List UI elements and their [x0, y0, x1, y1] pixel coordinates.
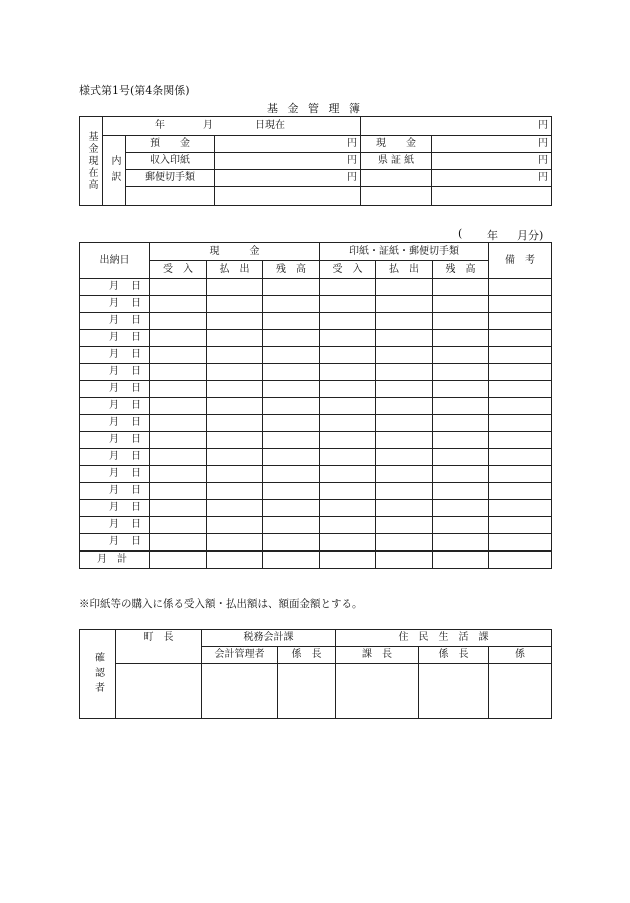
ledger-entry-cell[interactable]	[376, 432, 433, 449]
period-month: 月分)	[517, 229, 544, 242]
ledger-entry-cell[interactable]	[376, 415, 433, 432]
row-day-label: 日	[131, 451, 141, 462]
row-day-label: 日	[131, 332, 141, 343]
ledger-entry-cell[interactable]	[433, 449, 489, 466]
ledger-entry-cell[interactable]	[376, 381, 433, 398]
fund-total-yen: 円	[361, 117, 552, 136]
ledger-entry-cell[interactable]	[489, 296, 552, 313]
ledger-entry-cell[interactable]	[376, 483, 433, 500]
ledger-row	[80, 330, 552, 347]
ledger-date-cell	[80, 381, 150, 398]
approval-table	[79, 629, 552, 719]
ledger-entry-cell[interactable]	[263, 500, 320, 517]
row-month-label: 月	[109, 535, 119, 547]
ledger-entry-cell[interactable]	[150, 415, 207, 432]
ledger-date-cell	[80, 500, 150, 517]
row-month-label: 月	[109, 417, 119, 428]
ledger-date-cell	[80, 449, 150, 466]
ledger-entry-cell[interactable]	[150, 330, 207, 347]
ledger-entry-cell[interactable]	[376, 449, 433, 466]
row-day-label: 日	[131, 383, 141, 394]
row-month-label: 月	[109, 366, 119, 377]
ledger-entry-cell[interactable]	[150, 534, 207, 551]
tax-chief-header: 係 長	[278, 647, 336, 664]
ledger-entry-cell[interactable]	[489, 432, 552, 449]
ledger-entry-cell[interactable]	[376, 279, 433, 296]
row-month-label: 月	[109, 349, 119, 360]
ledger-entry-cell[interactable]	[263, 313, 320, 330]
cash-header: 現 金	[150, 243, 320, 261]
ledger-entry-cell[interactable]	[433, 432, 489, 449]
ledger-entry-cell[interactable]	[150, 483, 207, 500]
ledger-entry-cell[interactable]	[376, 330, 433, 347]
ledger-row	[80, 296, 552, 313]
postage-yen: 円	[215, 170, 361, 187]
ledger-entry-cell[interactable]	[320, 313, 376, 330]
fund-date-cell: 年 月 日現在	[103, 117, 361, 136]
ledger-entry-cell[interactable]	[376, 500, 433, 517]
ledger-entry-cell[interactable]	[207, 500, 263, 517]
deposit-label: 預 金	[126, 136, 215, 153]
stamps-paid-header: 払 出	[376, 261, 433, 279]
ledger-date-cell	[80, 296, 150, 313]
ledger-row	[80, 500, 552, 517]
ledger-entry-cell[interactable]	[207, 432, 263, 449]
ledger-row	[80, 381, 552, 398]
stamps-balance-header: 残 高	[433, 261, 489, 279]
section-chief-header: 課 長	[336, 647, 419, 664]
deposit-yen: 円	[215, 136, 361, 153]
page-title: 基 金 管 理 簿	[267, 102, 363, 115]
ledger-entry-cell[interactable]	[489, 398, 552, 415]
ledger-entry-cell[interactable]	[376, 313, 433, 330]
ledger-row	[80, 415, 552, 432]
ledger-entry-cell[interactable]	[320, 279, 376, 296]
row-month-label: 月	[109, 434, 119, 445]
ledger-entry-cell[interactable]	[433, 381, 489, 398]
cash-yen: 円	[432, 136, 552, 153]
breakdown-label: 内訳	[103, 136, 126, 206]
row-month-label: 月	[109, 298, 119, 309]
ledger-entry-cell[interactable]	[433, 330, 489, 347]
revenue-stamp-label: 収入印紙	[126, 153, 215, 170]
ledger-entry-cell[interactable]	[376, 517, 433, 534]
ledger-entry-cell[interactable]	[207, 415, 263, 432]
ledger-entry-cell[interactable]	[376, 398, 433, 415]
fund-side-label: 基金現在高	[80, 117, 103, 206]
row-day-label: 日	[131, 400, 141, 411]
row-day-label: 日	[131, 485, 141, 496]
ledger-date-cell	[80, 364, 150, 381]
ledger-date-cell	[80, 347, 150, 364]
ledger-row	[80, 517, 552, 534]
cash-label: 現 金	[361, 136, 432, 153]
ledger-row	[80, 313, 552, 330]
ledger-entry-cell[interactable]	[489, 449, 552, 466]
ledger-entry-cell[interactable]	[433, 347, 489, 364]
ledger-entry-cell[interactable]	[376, 534, 433, 551]
ledger-date-cell	[80, 534, 150, 551]
accountant-seal-box[interactable]	[202, 664, 278, 719]
ledger-entry-cell[interactable]	[207, 313, 263, 330]
ledger-entry-cell[interactable]	[263, 381, 320, 398]
staff-seal-box[interactable]	[489, 664, 552, 719]
form-label: 様式第1号(第4条関係)	[79, 84, 190, 97]
staff-header: 係	[489, 647, 552, 664]
tax-chief-seal-box[interactable]	[278, 664, 336, 719]
blank-yen: 円	[432, 170, 552, 187]
ledger-entry-cell[interactable]	[433, 398, 489, 415]
ledger-entry-cell[interactable]	[263, 449, 320, 466]
ledger-entry-cell[interactable]	[320, 296, 376, 313]
cash-received-header: 受 入	[150, 261, 207, 279]
ledger-entry-cell[interactable]	[320, 449, 376, 466]
ledger-entry-cell[interactable]	[263, 330, 320, 347]
ledger-entry-cell[interactable]	[150, 313, 207, 330]
ledger-row	[80, 398, 552, 415]
row-day-label: 日	[131, 468, 141, 479]
row-day-label: 日	[131, 519, 141, 530]
resident-dept-header: 住 民 生 活 課	[336, 630, 552, 647]
ledger-entry-cell[interactable]	[207, 466, 263, 483]
ledger-date-cell	[80, 517, 150, 534]
ledger-entry-cell[interactable]	[150, 364, 207, 381]
ledger-row	[80, 279, 552, 296]
ledger-entry-cell[interactable]	[376, 296, 433, 313]
ledger-entry-cell[interactable]	[489, 483, 552, 500]
ledger-entry-cell[interactable]	[376, 466, 433, 483]
ledger-entry-cell[interactable]	[150, 517, 207, 534]
cash-balance-header: 残 高	[263, 261, 320, 279]
ledger-date-cell	[80, 415, 150, 432]
ledger-entry-cell[interactable]	[150, 449, 207, 466]
ledger-entry-cell[interactable]	[433, 500, 489, 517]
ledger-entry-cell[interactable]	[433, 466, 489, 483]
ledger-entry-cell[interactable]	[263, 279, 320, 296]
ledger-date-cell	[80, 313, 150, 330]
ledger-entry-cell[interactable]	[207, 381, 263, 398]
ledger-row	[80, 449, 552, 466]
fund-status-table	[79, 116, 552, 206]
row-day-label: 日	[131, 349, 141, 360]
footnote: ※印紙等の購入に係る受入額・払出額は、額面金額とする。	[79, 598, 363, 610]
ledger-entry-cell[interactable]	[263, 483, 320, 500]
ledger-entry-cell[interactable]	[263, 415, 320, 432]
ledger-entry-cell[interactable]	[489, 364, 552, 381]
ledger-entry-cell[interactable]	[489, 347, 552, 364]
row-day-label: 日	[131, 315, 141, 326]
ledger-entry-cell[interactable]	[207, 483, 263, 500]
ledger-entry-cell[interactable]	[320, 483, 376, 500]
ledger-date-cell	[80, 279, 150, 296]
mayor-seal-box[interactable]	[116, 664, 202, 719]
ledger-entry-cell[interactable]	[320, 364, 376, 381]
ledger-entry-cell[interactable]	[207, 347, 263, 364]
ledger-entry-cell[interactable]	[207, 330, 263, 347]
row-day-label: 日	[131, 502, 141, 513]
row-month-label: 月	[109, 519, 119, 530]
ledger-entry-cell[interactable]	[263, 534, 320, 551]
ledger-entry-cell[interactable]	[376, 347, 433, 364]
ledger-entry-cell[interactable]	[489, 279, 552, 296]
ledger-entry-cell[interactable]	[320, 415, 376, 432]
ledger-entry-cell[interactable]	[433, 296, 489, 313]
ledger-row	[80, 347, 552, 364]
ledger-entry-cell[interactable]	[263, 517, 320, 534]
ledger-entry-cell[interactable]	[150, 347, 207, 364]
ledger-entry-cell[interactable]	[489, 534, 552, 551]
period-open: (	[458, 227, 463, 240]
ledger-entry-cell[interactable]	[433, 517, 489, 534]
row-month-label: 月	[109, 468, 119, 479]
ledger-entry-cell[interactable]	[207, 517, 263, 534]
resident-chief-header: 係 長	[419, 647, 489, 664]
ledger-entry-cell[interactable]	[489, 517, 552, 534]
row-day-label: 日	[131, 298, 141, 309]
monthly-total-label: 月 計	[80, 551, 150, 569]
stamps-received-header: 受 入	[320, 261, 376, 279]
row-month-label: 月	[109, 400, 119, 411]
ledger-entry-cell[interactable]	[207, 398, 263, 415]
ledger-date-cell	[80, 466, 150, 483]
ledger-entry-cell[interactable]	[207, 449, 263, 466]
period-year: 年	[487, 229, 498, 242]
ledger-row	[80, 534, 552, 551]
accountant-header: 会計管理者	[202, 647, 278, 664]
ledger-row	[80, 432, 552, 449]
ledger-entry-cell[interactable]	[320, 534, 376, 551]
ledger-entry-cell[interactable]	[263, 347, 320, 364]
ledger-entry-cell[interactable]	[150, 279, 207, 296]
postage-label: 郵便切手類	[126, 170, 215, 187]
ledger-row	[80, 483, 552, 500]
ledger-entry-cell[interactable]	[489, 313, 552, 330]
ledger-table	[79, 242, 552, 569]
ledger-entry-cell[interactable]	[320, 432, 376, 449]
ledger-row	[80, 364, 552, 381]
resident-chief-seal-box[interactable]	[419, 664, 489, 719]
ledger-date-cell	[80, 330, 150, 347]
ledger-entry-cell[interactable]	[433, 415, 489, 432]
row-month-label: 月	[109, 315, 119, 326]
ledger-entry-cell[interactable]	[376, 364, 433, 381]
cash-paid-header: 払 出	[207, 261, 263, 279]
prefectural-stamp-yen: 円	[432, 153, 552, 170]
row-day-label: 日	[131, 366, 141, 377]
ledger-entry-cell[interactable]	[150, 381, 207, 398]
approval-side-label: 確認者	[80, 630, 116, 719]
ledger-entry-cell[interactable]	[433, 483, 489, 500]
mayor-header: 町 長	[116, 630, 202, 664]
row-month-label: 月	[109, 332, 119, 343]
ledger-entry-cell[interactable]	[320, 330, 376, 347]
prefectural-stamp-label: 県 証 紙	[361, 153, 432, 170]
ledger-row	[80, 466, 552, 483]
row-month-label: 月	[109, 502, 119, 513]
ledger-entry-cell[interactable]	[433, 364, 489, 381]
row-day-label: 日	[131, 281, 141, 292]
ledger-entry-cell[interactable]	[263, 466, 320, 483]
ledger-entry-cell[interactable]	[150, 398, 207, 415]
ledger-entry-cell[interactable]	[320, 466, 376, 483]
ledger-entry-cell[interactable]	[433, 313, 489, 330]
ledger-entry-cell[interactable]	[489, 381, 552, 398]
ledger-entry-cell[interactable]	[207, 296, 263, 313]
ledger-entry-cell[interactable]	[489, 500, 552, 517]
ledger-entry-cell[interactable]	[263, 296, 320, 313]
row-month-label: 月	[109, 485, 119, 496]
ledger-entry-cell[interactable]	[320, 347, 376, 364]
ledger-entry-cell[interactable]	[489, 466, 552, 483]
ledger-date-cell	[80, 483, 150, 500]
ledger-entry-cell[interactable]	[150, 466, 207, 483]
row-day-label: 日	[131, 434, 141, 445]
ledger-entry-cell[interactable]	[320, 381, 376, 398]
ledger-entry-cell[interactable]	[207, 364, 263, 381]
stamps-header: 印紙・証紙・郵便切手類	[320, 243, 489, 261]
date-header: 出納日	[80, 243, 150, 279]
ledger-entry-cell[interactable]	[150, 296, 207, 313]
section-chief-seal-box[interactable]	[336, 664, 419, 719]
ledger-entry-cell[interactable]	[207, 534, 263, 551]
revenue-stamp-yen: 円	[215, 153, 361, 170]
ledger-entry-cell[interactable]	[433, 534, 489, 551]
ledger-entry-cell[interactable]	[263, 432, 320, 449]
ledger-entry-cell[interactable]	[263, 398, 320, 415]
row-month-label: 月	[109, 383, 119, 394]
ledger-entry-cell[interactable]	[433, 279, 489, 296]
row-day-label: 日	[131, 535, 141, 547]
row-day-label: 日	[131, 417, 141, 428]
ledger-entry-cell[interactable]	[150, 500, 207, 517]
ledger-entry-cell[interactable]	[207, 279, 263, 296]
tax-dept-header: 税務会計課	[202, 630, 336, 647]
ledger-entry-cell[interactable]	[489, 330, 552, 347]
row-month-label: 月	[109, 281, 119, 292]
ledger-entry-cell[interactable]	[263, 364, 320, 381]
ledger-entry-cell[interactable]	[320, 517, 376, 534]
remarks-header: 備 考	[489, 243, 552, 279]
ledger-date-cell	[80, 432, 150, 449]
ledger-entry-cell[interactable]	[489, 415, 552, 432]
ledger-date-cell	[80, 398, 150, 415]
ledger-entry-cell[interactable]	[150, 432, 207, 449]
ledger-entry-cell[interactable]	[320, 398, 376, 415]
ledger-entry-cell[interactable]	[320, 500, 376, 517]
row-month-label: 月	[109, 451, 119, 462]
